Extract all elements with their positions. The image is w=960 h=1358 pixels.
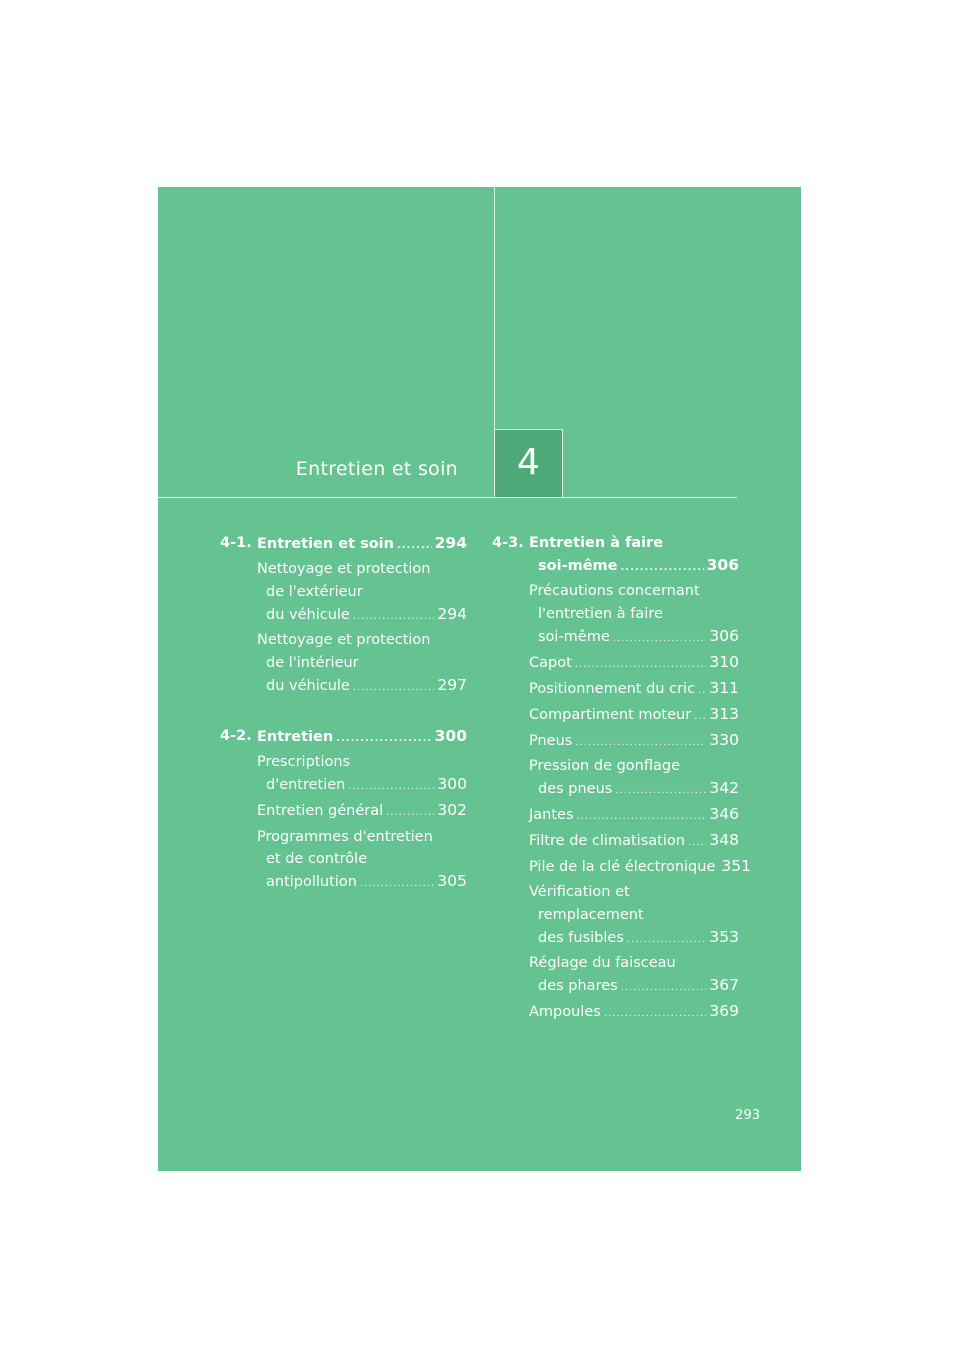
dot-leader — [627, 930, 707, 950]
horizontal-divider — [158, 497, 737, 498]
entry-title: des fusibles — [538, 930, 624, 946]
entry-title: d'entretien — [266, 777, 346, 793]
entry-page: 305 — [437, 872, 467, 890]
dot-leader — [694, 707, 706, 727]
entry-title: Ampoules — [529, 1004, 601, 1020]
entry-title: Entretien général — [257, 803, 384, 819]
entry-title: Jantes — [529, 807, 574, 823]
entry-page: 302 — [437, 801, 467, 819]
entry-page: 367 — [709, 976, 739, 994]
toc-entry-prescriptions[interactable] — [266, 774, 467, 797]
section-number: 4-1. — [220, 535, 252, 551]
toc-entry-precautions[interactable] — [538, 626, 739, 649]
entry-page: 369 — [709, 1002, 739, 1020]
dot-leader — [621, 978, 707, 998]
dot-leader — [353, 678, 435, 698]
entry-page: 294 — [437, 605, 467, 623]
dot-leader — [577, 807, 707, 827]
entry-title: Compartiment moteur — [529, 707, 692, 723]
entry-title: antipollution — [266, 874, 357, 890]
entry-title: du véhicule — [266, 678, 350, 694]
toc-entry-pression-gonflage[interactable] — [538, 778, 739, 801]
toc-entry-line[interactable]: remplacement — [538, 907, 644, 923]
section-title: Entretien — [257, 729, 334, 745]
dot-leader — [620, 558, 703, 578]
chapter-title: Entretien et soin — [295, 458, 458, 480]
entry-page: 330 — [709, 731, 739, 749]
dot-leader — [353, 607, 435, 627]
entry-title: Pneus — [529, 733, 573, 749]
entry-title: du véhicule — [266, 607, 350, 623]
entry-title: soi-même — [538, 629, 610, 645]
toc-entry-line[interactable]: de l'extérieur — [266, 584, 363, 600]
toc-entry-line[interactable]: de l'intérieur — [266, 655, 359, 671]
toc-entry-nettoyage-exterieur[interactable] — [266, 604, 467, 627]
toc-entry-cric[interactable] — [529, 678, 739, 701]
entry-page: 311 — [709, 679, 739, 697]
dot-leader — [397, 536, 432, 556]
toc-entry-line[interactable]: Réglage du faisceau — [529, 955, 676, 971]
toc-entry-jantes[interactable] — [529, 804, 739, 827]
toc-entry-pile-cle[interactable] — [529, 856, 751, 879]
section-number: 4-3. — [492, 535, 524, 551]
dot-leader — [386, 803, 434, 823]
entry-title: des pneus — [538, 781, 613, 797]
dot-leader — [604, 1004, 707, 1024]
chapter-number-badge: 4 — [494, 429, 563, 498]
toc-section-4-3[interactable] — [538, 555, 739, 578]
section-page: 300 — [434, 727, 467, 745]
toc-entry-compartiment-moteur[interactable] — [529, 704, 739, 727]
toc-entry-programmes[interactable] — [266, 871, 467, 894]
entry-title: des phares — [538, 978, 618, 994]
entry-page: 310 — [709, 653, 739, 671]
section-page: 294 — [434, 534, 467, 552]
toc-entry-line[interactable]: Prescriptions — [257, 754, 351, 770]
toc-entry-line[interactable]: Nettoyage et protection — [257, 632, 431, 648]
entry-page: 342 — [709, 779, 739, 797]
toc-section-4-2[interactable] — [257, 726, 467, 749]
entry-title: Positionnement du cric — [529, 681, 696, 697]
dot-leader — [613, 629, 707, 649]
toc-entry-line[interactable]: l'entretien à faire — [538, 606, 663, 622]
entry-title: Pile de la clé électronique — [529, 859, 716, 875]
dot-leader — [336, 729, 431, 749]
entry-page: 297 — [437, 676, 467, 694]
dot-leader — [575, 733, 706, 753]
toc-entry-faisceau-phares[interactable] — [538, 975, 739, 998]
toc-entry-capot[interactable] — [529, 652, 739, 675]
toc-entry-line[interactable]: Précautions concernant — [529, 583, 700, 599]
entry-title: Capot — [529, 655, 572, 671]
section-title: Entretien et soin — [257, 536, 394, 552]
toc-entry-ampoules[interactable] — [529, 1001, 739, 1024]
page-number: 293 — [735, 1108, 760, 1123]
entry-page: 351 — [721, 857, 751, 875]
dot-leader — [360, 874, 435, 894]
entry-page: 306 — [709, 627, 739, 645]
toc-entry-nettoyage-interieur[interactable] — [266, 675, 467, 698]
dot-leader — [575, 655, 707, 675]
toc-section-4-1[interactable] — [257, 533, 467, 556]
section-page: 306 — [706, 556, 739, 574]
toc-entry-line[interactable]: Programmes d'entretien — [257, 829, 433, 845]
dot-leader — [348, 777, 434, 797]
dot-leader — [688, 833, 707, 853]
entry-page: 353 — [709, 928, 739, 946]
toc-entry-line[interactable]: et de contrôle — [266, 851, 368, 867]
toc-entry-line[interactable]: Vérification et — [529, 884, 630, 900]
section-title: soi-même — [538, 558, 618, 574]
section-number: 4-2. — [220, 728, 252, 744]
toc-entry-pneus[interactable] — [529, 730, 739, 753]
dot-leader — [698, 681, 706, 701]
section-title-line[interactable]: Entretien à faire — [529, 535, 664, 551]
entry-page: 346 — [709, 805, 739, 823]
toc-entry-line[interactable]: Nettoyage et protection — [257, 561, 431, 577]
entry-title: Filtre de climatisation — [529, 833, 685, 849]
dot-leader — [615, 781, 706, 801]
toc-entry-filtre-climatisation[interactable] — [529, 830, 739, 853]
toc-entry-line[interactable]: Pression de gonflage — [529, 758, 681, 774]
entry-page: 300 — [437, 775, 467, 793]
toc-entry-entretien-general[interactable] — [257, 800, 467, 823]
entry-page: 313 — [709, 705, 739, 723]
entry-page: 348 — [709, 831, 739, 849]
toc-entry-fusibles[interactable] — [538, 927, 739, 950]
